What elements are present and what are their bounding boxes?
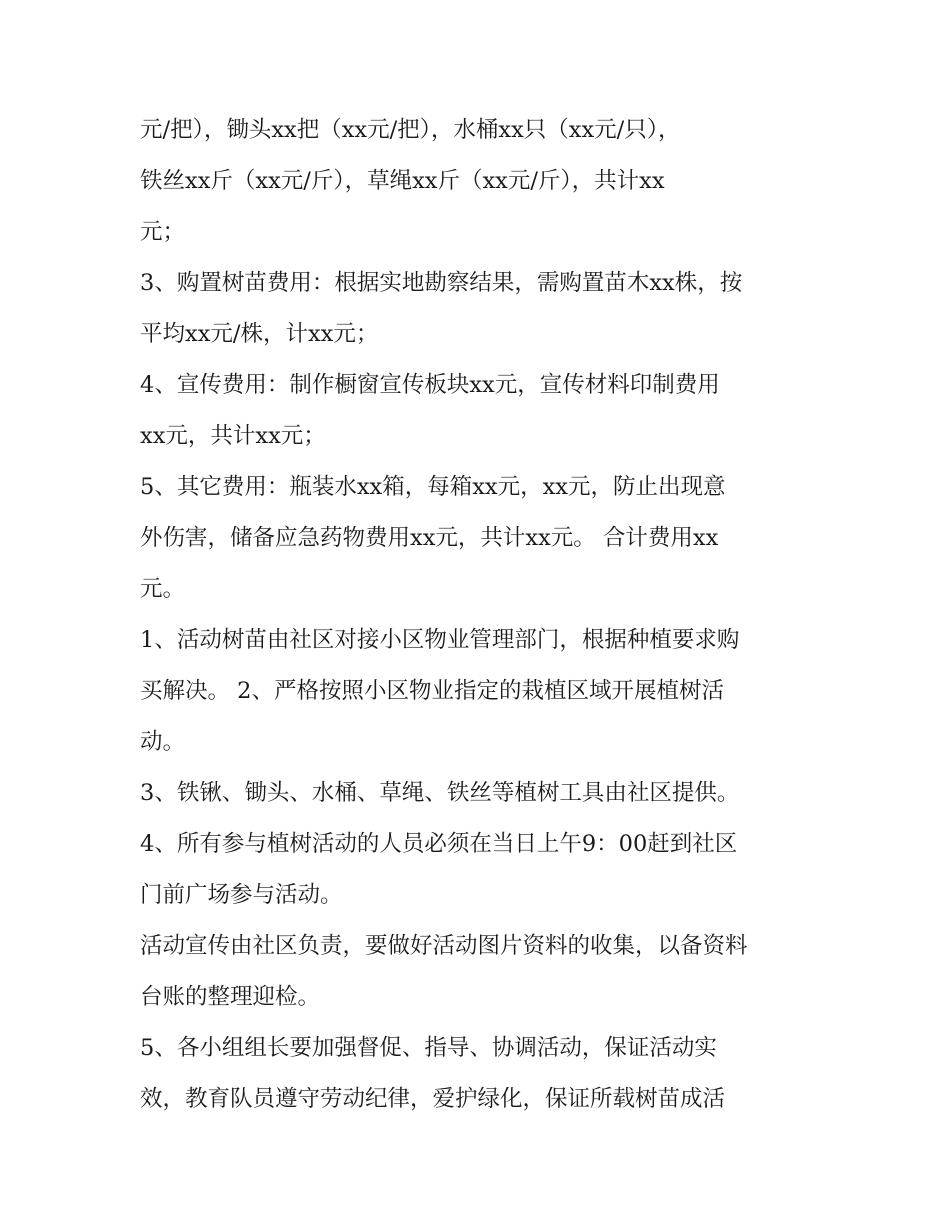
text-line: 台账的整理迎检。	[140, 984, 321, 1010]
text-line: 元/把），锄头xx把（xx元/把），水桶xx只（xx元/只），	[140, 117, 681, 143]
text-line: 5、其它费用：瓶装水xx箱，每箱xx元，xx元，防止出现意	[140, 474, 726, 500]
text-line: 3、购置树苗费用：根据实地勘察结果，需购置苗木xx株，按	[140, 270, 743, 296]
text-line: 元；	[140, 219, 186, 245]
text-line: 铁丝xx斤（xx元/斤），草绳xx斤（xx元/斤），共计xx	[140, 168, 665, 194]
text-line: 活动宣传由社区负责，要做好活动图片资料的收集，以备资料	[140, 933, 748, 959]
text-line: 门前广场参与活动。	[140, 882, 343, 908]
text-line: 效，教育队员遵守劳动纪律，爱护绿化，保证所载树苗成活	[140, 1086, 726, 1112]
text-line: xx元，共计xx元；	[140, 423, 326, 449]
text-line: 5、各小组组长要加强督促、指导、协调活动，保证活动实	[140, 1035, 717, 1061]
text-line: 元。	[140, 576, 186, 602]
text-line: 平均xx元/株，计xx元；	[140, 321, 379, 347]
text-line: 4、所有参与植树活动的人员必须在当日上午9：00赶到社区	[140, 831, 738, 857]
text-line: 外伤害，储备应急药物费用xx元，共计xx元。 合计费用xx	[140, 525, 719, 551]
text-line: 3、铁锹、锄头、水桶、草绳、铁丝等植树工具由社区提供。	[140, 780, 740, 806]
text-line: 4、宣传费用：制作橱窗宣传板块xx元，宣传材料印制费用	[140, 372, 720, 398]
text-line: 动。	[140, 729, 186, 755]
text-line: 买解决。 2、严格按照小区物业指定的栽植区域开展植树活	[140, 678, 724, 704]
text-line: 1、活动树苗由社区对接小区物业管理部门，根据种植要求购	[140, 627, 740, 653]
